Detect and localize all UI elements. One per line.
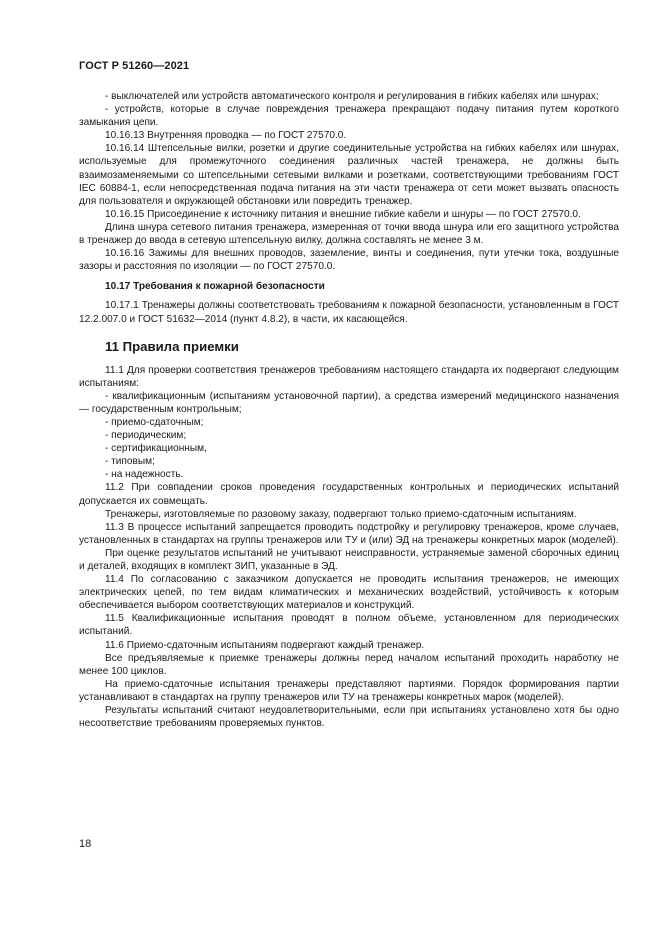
list-item: - сертификационным,: [105, 443, 207, 455]
document-header: ГОСТ Р 51260—2021: [79, 60, 190, 72]
list-item: - типовым;: [105, 456, 155, 468]
paragraph: 10.16.14 Штепсельные вилки, розетки и другие соединительные устройства на гибких кабелях или шнурах, используемые для промежуточного соединения различных частей тренажера, не должны быть взаимозаменяемыми со штепсельными сетевыми вилками и розетками, соответствующими требованиям ГОСТ IEC 60884-1, если непосредственная подача питания на эти части тренажера от сети может вызвать опасность для пользователя и окружающей обстановки или повредить тренажер.: [79, 143, 619, 207]
paragraph: На приемо-сдаточные испытания тренажеры представляют партиями. Порядок формирования партии устанавливают в стандартах на группу тренажеров или ТУ на тренажеры конкретных марок (моделей).: [79, 678, 619, 703]
paragraph: Длина шнура сетевого питания тренажера, измеренная от точки ввода шнура или его защитного устройства в тренажер до ввода в сетевую штепсельную вилку, должна составлять не менее 3 м.: [79, 221, 619, 247]
page-body: [79, 90, 619, 730]
paragraph: 11.6 Приемо-сдаточным испытаниям подвергают каждый тренажер.: [105, 639, 425, 651]
paragraph: 10.16.13 Внутренняя проводка — по ГОСТ 27570.0.: [105, 130, 347, 142]
paragraph: 11.2 При совпадении сроков проведения государственных контрольных и периодических испытаний допускается их совмещать.: [79, 482, 619, 507]
paragraph: - выключателей или устройств автоматического контроля и регулирования в гибких кабелях или шнурах;: [105, 91, 599, 102]
paragraph: Результаты испытаний считают неудовлетворительными, если при испытаниях установлено хотя бы одно несоответствие требованиям проверяемых пунктов.: [79, 705, 619, 730]
paragraph: 10.16.15 Присоединение к источнику питания и внешние гибкие кабели и шнуры — по ГОСТ 27570.0.: [105, 208, 581, 220]
list-item: - квалификационным (испытаниям установочной партии), а средства измерений медицинского назначения — государственным контрольным;: [79, 390, 619, 415]
paragraph: 11.5 Квалификационные испытания проводят в полном объеме, установленном для периодических испытаний.: [79, 613, 619, 638]
paragraph: 11.1 Для проверки соответствия тренажеров требованиям настоящего стандарта их подвергают следующим испытаниям:: [79, 364, 619, 389]
paragraph: При оценке результатов испытаний не учитывают неисправности, устраняемые заменой сборочных единиц и деталей, входящих в комплект ЗИП, указанные в ЭД.: [79, 547, 619, 572]
list-item: - на надежность.: [105, 469, 184, 481]
page-number: 18: [79, 838, 92, 850]
paragraph: - устройств, которые в случае повреждения тренажера прекращают подачу питания путем короткого замыкания цепи.: [79, 104, 619, 129]
paragraph: 11.4 По согласованию с заказчиком допускается не проводить испытания тренажеров, не имеющих электрических цепей, по тем видам климатических и механических воздействий, устойчивость к которым обеспечивается выбором соответствующих материалов и конструкций.: [79, 574, 619, 612]
section-heading-acceptance-rules: 11 Правила приемки: [105, 338, 239, 354]
list-item: - периодическим;: [105, 430, 187, 442]
paragraph: Все предъявляемые к приемке тренажеры должны перед началом испытаний проходить наработку не менее 100 циклов.: [79, 652, 619, 677]
paragraph: 10.17.1 Тренажеры должны соответствовать требованиям к пожарной безопасности, установленным в ГОСТ 12.2.007.0 и ГОСТ 51632—2014 (пункт 4.8.2), в части, их касающейся.: [79, 300, 619, 325]
paragraph: 10.16.16 Зажимы для внешних проводов, заземление, винты и соединения, пути утечки тока, воздушные зазоры и расстояния по изоляции — по ГОСТ 27570.0.: [79, 248, 619, 273]
list-item: - приемо-сдаточным;: [105, 416, 204, 428]
section-heading-fire-safety: 10.17 Требования к пожарной безопасности: [105, 281, 325, 293]
paragraph: 11.3 В процессе испытаний запрещается проводить подстройку и регулировку тренажеров, кроме случаев, установленных в стандартах на группы тренажеров или ТУ и (или) ЭД на тренажеры конкретных марок (моделей).: [79, 521, 619, 546]
paragraph: Тренажеры, изготовляемые по разовому заказу, подвергают только приемо-сдаточным испытаниям.: [105, 508, 577, 520]
